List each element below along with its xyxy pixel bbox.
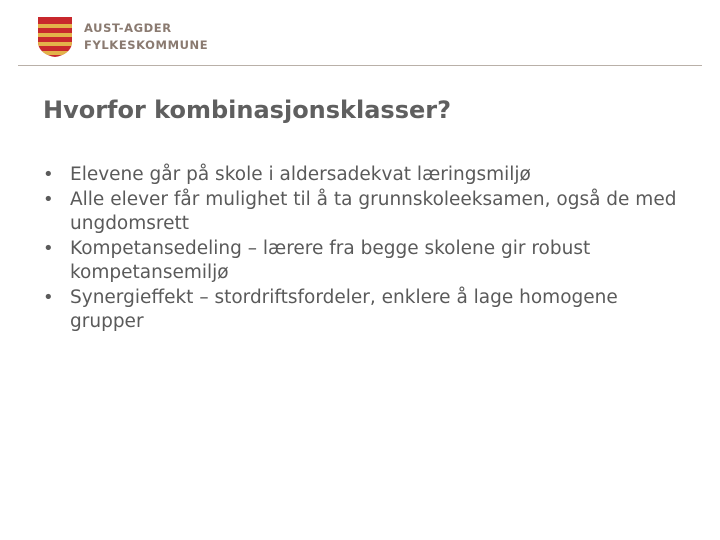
bullet-item [43,163,693,188]
bullet-item [43,188,693,237]
header-divider [18,65,702,66]
bullet-marker: • [43,237,54,259]
bullet-list [43,163,693,335]
bullet-text: Alle elever får mulighet til å ta grunnskoleeksamen, også de med ungdomsrett [70,188,677,234]
bullet-item [43,237,693,286]
bullet-text: Synergieffekt – stordriftsfordeler, enklere å lage homogene grupper [70,286,618,332]
logo [37,16,73,58]
organization-name-line1: AUST-AGDER [84,21,172,35]
organization-name [84,20,208,54]
bullet-text: Kompetansedeling – lærere fra begge skolene gir robust kompetansemiljø [70,237,591,283]
slide-title: Hvorfor kombinasjonsklasser? [43,96,452,124]
bullet-marker: • [43,188,54,210]
bullet-text: Elevene går på skole i aldersadekvat læringsmiljø [70,164,531,185]
bullet-item [43,286,693,335]
organization-name-line2: FYLKESKOMMUNE [84,38,209,52]
bullet-marker: • [43,164,54,185]
coat-of-arms-icon [37,16,73,58]
bullet-marker: • [43,286,54,308]
